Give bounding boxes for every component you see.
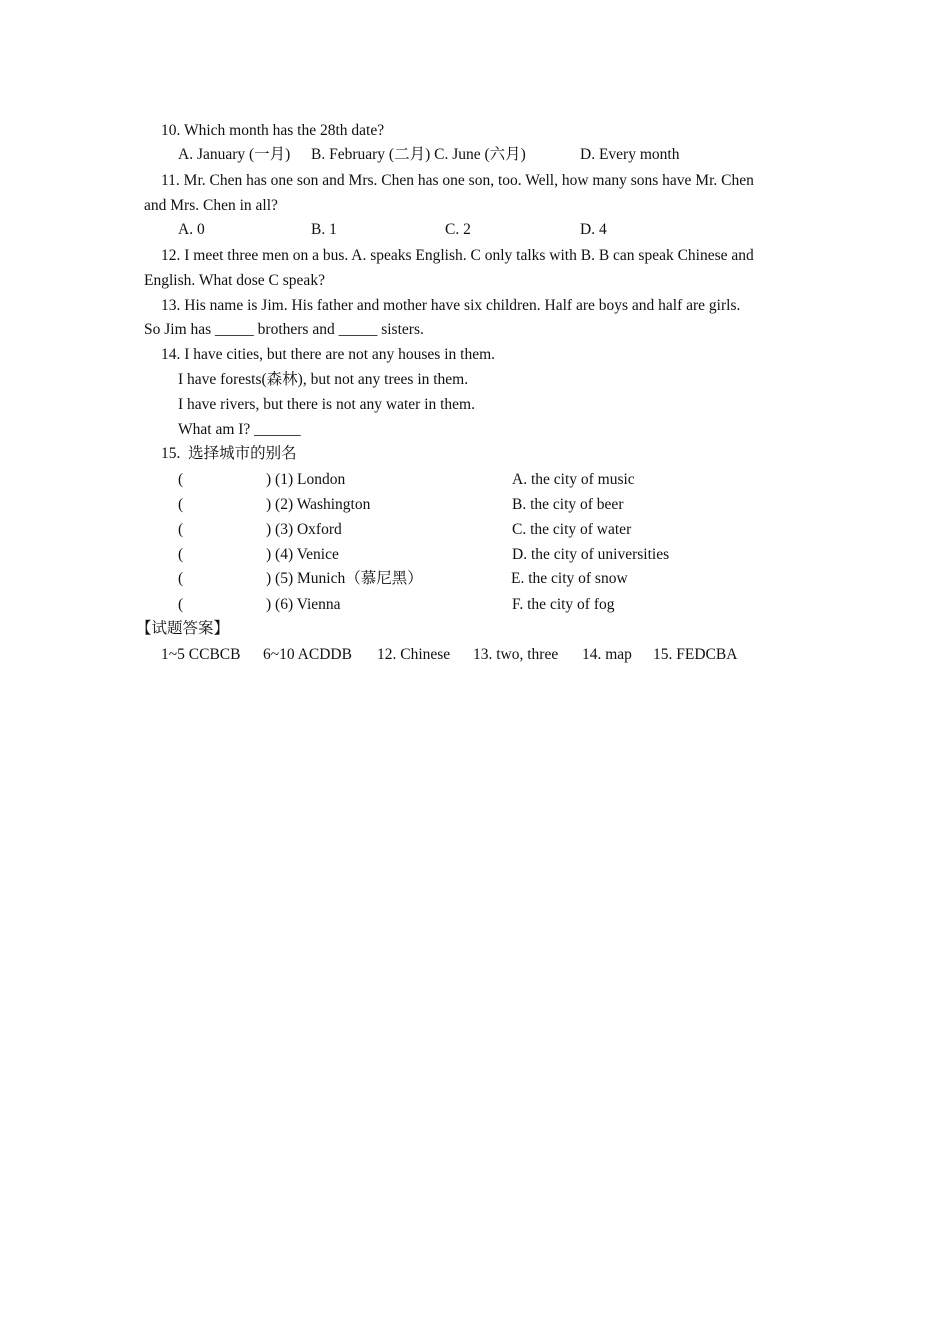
answer-15: 15. FEDCBA [653, 646, 738, 663]
q12-stem-line2: English. What dose C speak? [144, 272, 325, 289]
q15-paren: ( [178, 546, 184, 563]
answer-1-5: 1~5 CCBCB [161, 646, 241, 663]
answer-12: 12. Chinese [377, 646, 451, 663]
q13-stem-line2: So Jim has _____ brothers and _____ sisters. [144, 321, 424, 338]
q12-stem-line1: 12. I meet three men on a bus. A. speaks English. C only talks with B. B can speak Chinese and [161, 247, 754, 264]
q15-nickname: D. the city of universities [512, 546, 670, 563]
q15-nickname: A. the city of music [512, 471, 635, 488]
q14-line3: I have rivers, but there is not any water in them. [178, 396, 475, 413]
q11-stem-line1: 11. Mr. Chen has one son and Mrs. Chen has one son, too. Well, how many sons have Mr. Chen [161, 172, 754, 189]
q10-option-d: D. Every month [580, 146, 680, 163]
q11-stem-line2: and Mrs. Chen in all? [144, 197, 278, 214]
q15-paren: ( [178, 496, 184, 513]
q11-option-d: D. 4 [580, 221, 607, 238]
q15-paren: ( [178, 596, 184, 613]
q15-city: ) (1) London [266, 471, 346, 488]
q14-line4: What am I? ______ [178, 421, 301, 438]
q11-option-b: B. 1 [311, 221, 337, 238]
q15-paren: ( [178, 471, 184, 488]
q10-option-a: A. January (一月) [178, 146, 291, 163]
answers-heading: 【试题答案】 [136, 620, 230, 637]
answer-14: 14. map [582, 646, 632, 663]
q15-nickname: F. the city of fog [512, 596, 615, 613]
q14-line1: 14. I have cities, but there are not any houses in them. [161, 346, 496, 363]
q15-stem: 15. 选择城市的别名 [161, 445, 297, 462]
q11-option-a: A. 0 [178, 221, 205, 238]
q10-option-bc: B. February (二月) C. June (六月) [311, 146, 526, 163]
q15-nickname: E. the city of snow [511, 570, 628, 587]
q15-nickname: B. the city of beer [512, 496, 624, 513]
q15-city: ) (4) Venice [266, 546, 339, 563]
q10-stem: 10. Which month has the 28th date? [161, 122, 385, 139]
q15-city: ) (5) Munich（慕尼黑） [266, 570, 423, 587]
q15-city: ) (6) Vienna [266, 596, 341, 613]
answer-6-10: 6~10 ACDDB [263, 646, 352, 663]
q13-stem-line1: 13. His name is Jim. His father and mother have six children. Half are boys and half are girls. [161, 297, 741, 314]
q14-line2: I have forests(森林), but not any trees in them. [178, 371, 469, 388]
q11-option-c: C. 2 [445, 221, 471, 238]
q15-city: ) (3) Oxford [266, 521, 342, 538]
q15-nickname: C. the city of water [512, 521, 632, 538]
q15-paren: ( [178, 570, 184, 587]
q15-city: ) (2) Washington [266, 496, 371, 513]
q15-paren: ( [178, 521, 184, 538]
answer-13: 13. two, three [473, 646, 559, 663]
